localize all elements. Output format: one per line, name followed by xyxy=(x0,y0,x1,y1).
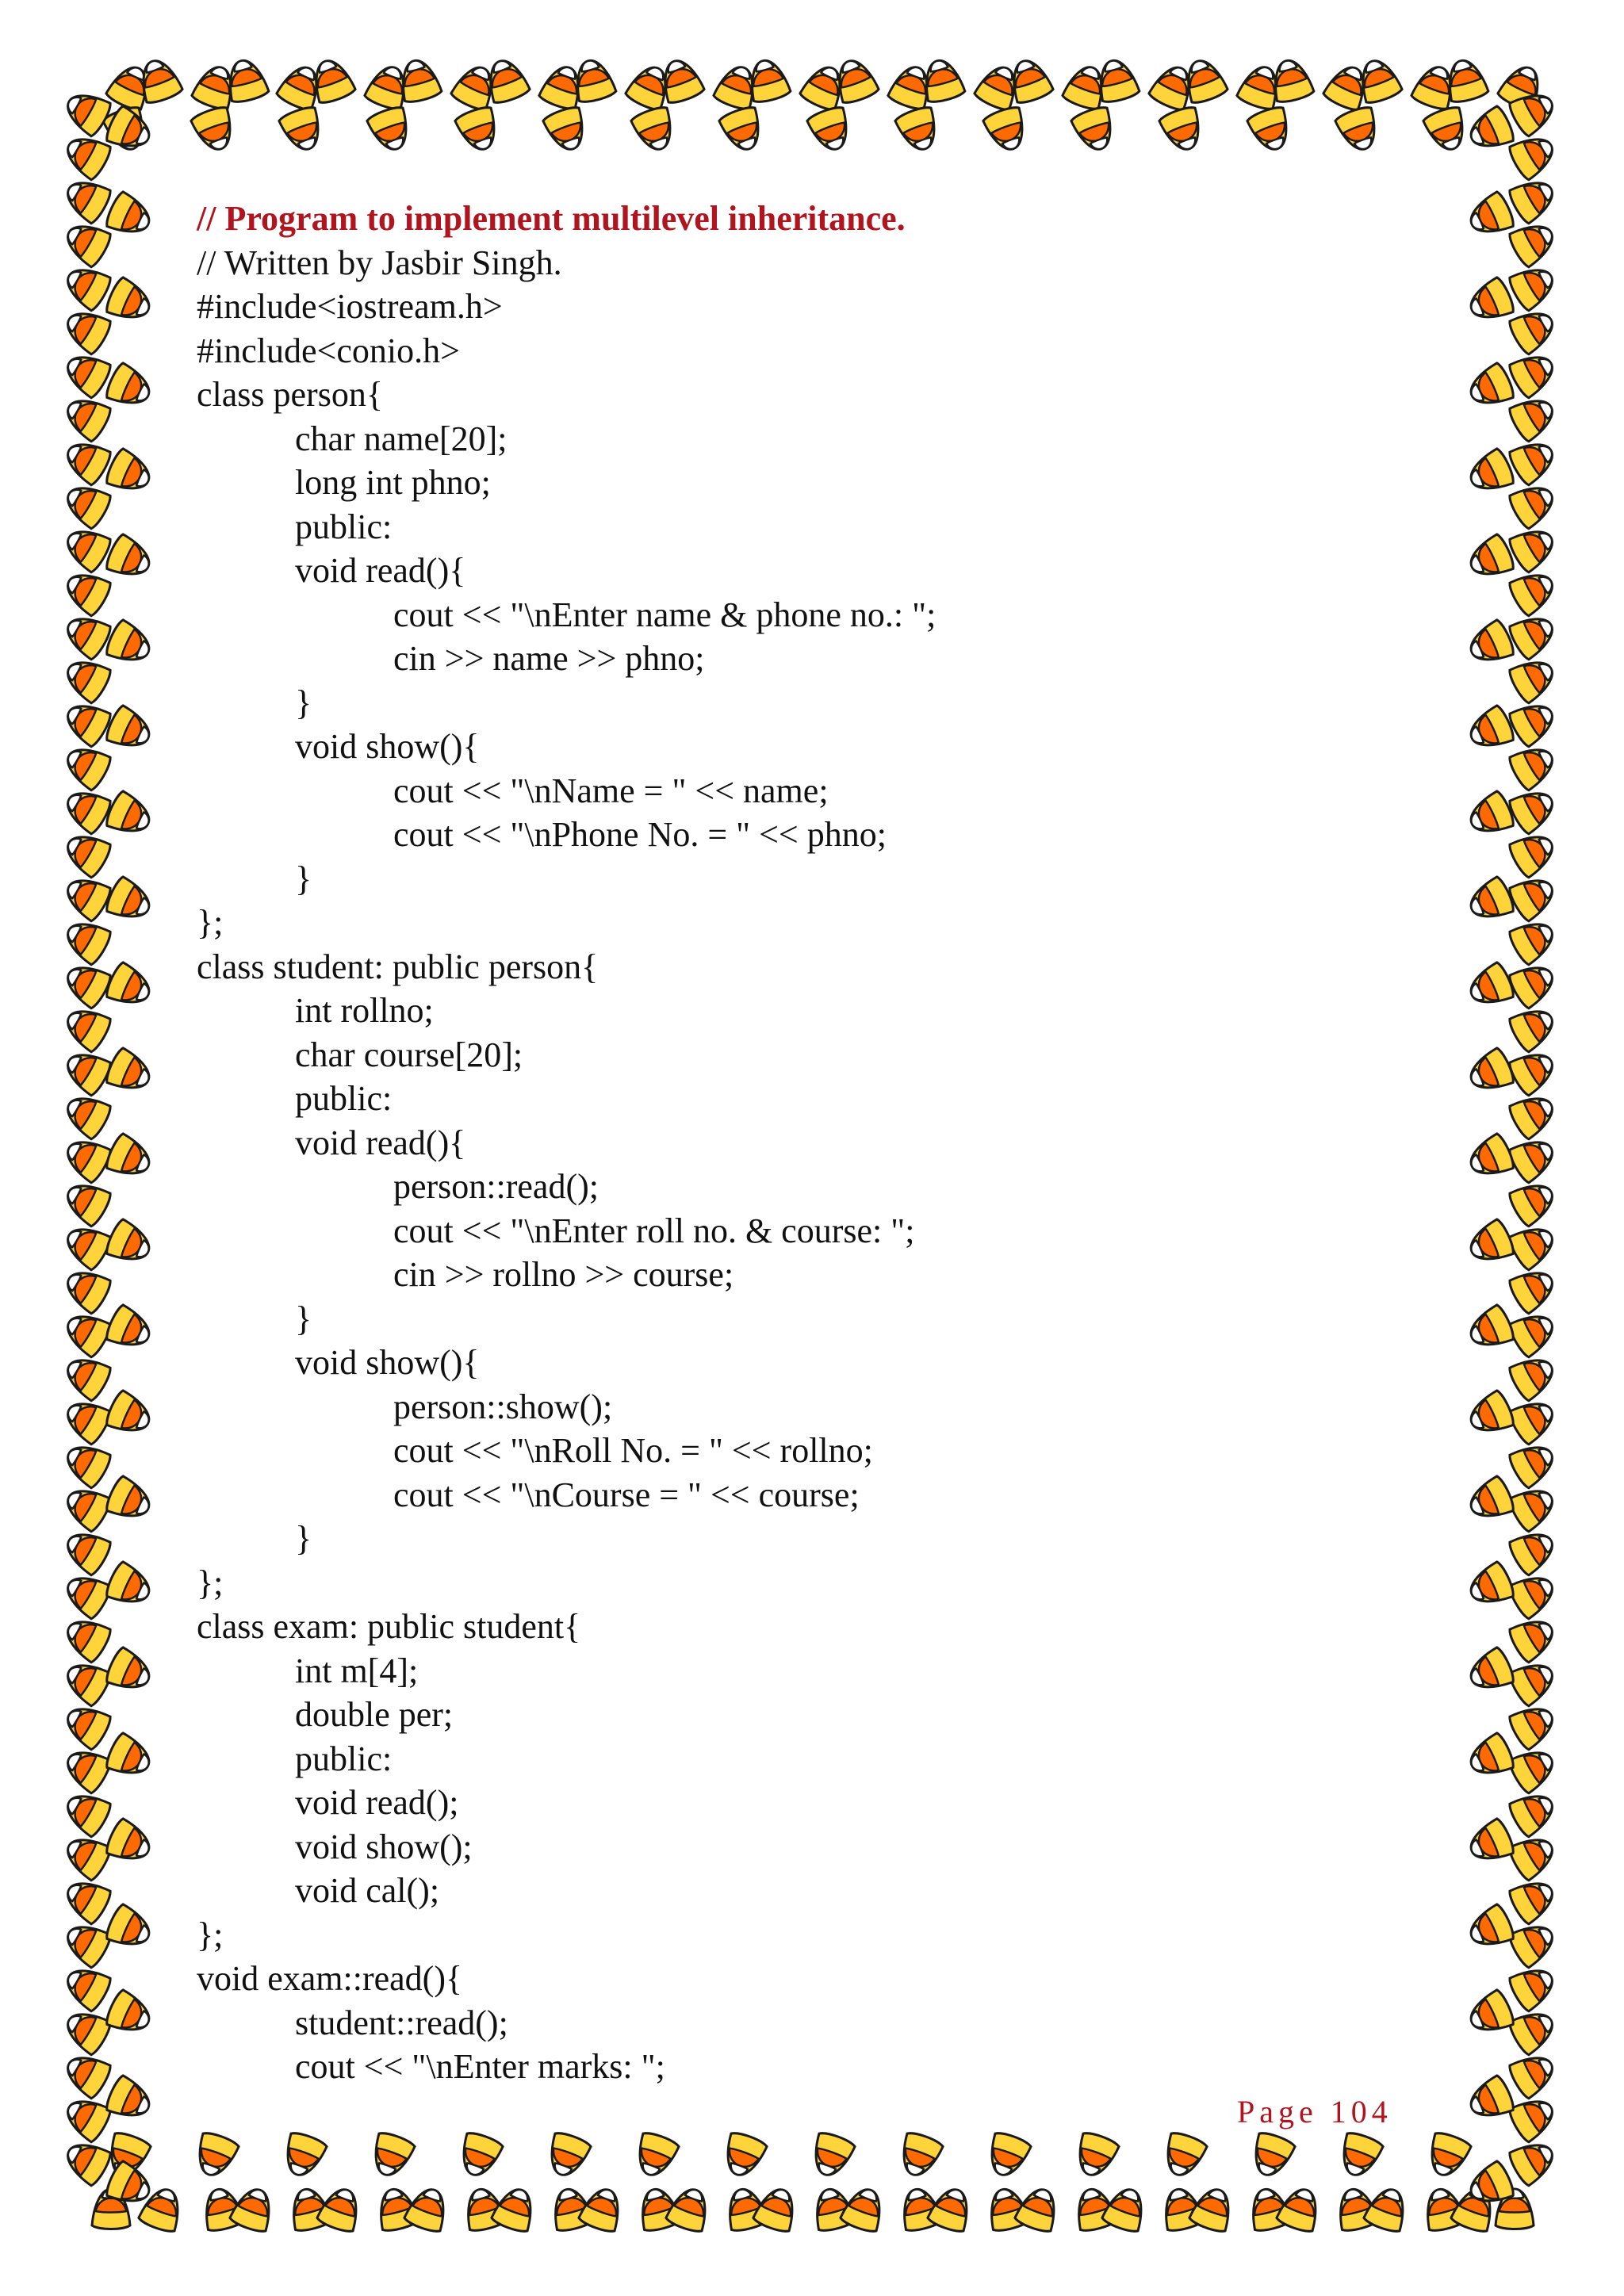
candy-corn-icon xyxy=(1464,447,1516,499)
candy-corn-icon xyxy=(59,1960,113,2013)
code-line: class student: public person{ xyxy=(197,947,599,986)
candy-corn-icon xyxy=(1464,1047,1516,1098)
candy-corn-icon xyxy=(1464,875,1516,927)
candy-corn-icon xyxy=(59,2047,113,2100)
candy-corn-icon xyxy=(1464,1475,1516,1526)
candy-corn-icon xyxy=(104,276,156,327)
candy-corn-icon xyxy=(1335,2130,1384,2181)
code-line: cout << "\nName = " << name; xyxy=(393,771,829,810)
code-line: #include<iostream.h> xyxy=(197,287,503,326)
candy-corn-icon xyxy=(1507,1785,1561,1839)
code-line: cout << "\nPhone No. = " << phno; xyxy=(393,815,887,854)
candy-corn-icon xyxy=(1507,1480,1561,1533)
candy-corn-icon xyxy=(59,477,113,530)
candy-corn-icon xyxy=(104,1903,156,1954)
code-line: void read(); xyxy=(295,1783,459,1822)
code-line: } xyxy=(295,859,312,898)
candy-corn-icon xyxy=(1464,362,1516,413)
code-line: } xyxy=(295,683,312,722)
candy-corn-icon xyxy=(59,1480,113,1533)
candy-corn-icon xyxy=(1507,1001,1561,1054)
candy-corn-icon xyxy=(366,105,415,155)
code-line: void exam::read(){ xyxy=(197,1959,463,1998)
candy-corn-icon xyxy=(806,105,855,155)
candy-corn-icon xyxy=(1507,1044,1561,1097)
candy-corn-icon xyxy=(454,105,503,155)
candy-corn-icon xyxy=(542,105,591,155)
candy-corn-icon xyxy=(59,1524,113,1577)
candy-corn-icon xyxy=(59,346,113,400)
code-line: } xyxy=(295,1519,312,1558)
candy-corn-icon xyxy=(1507,2003,1561,2057)
candy-corn-icon xyxy=(1464,961,1516,1012)
code-line: }; xyxy=(197,903,224,942)
candy-corn-icon xyxy=(59,1175,113,1228)
code-line: } xyxy=(295,1299,312,1338)
candy-corn-icon xyxy=(1464,2074,1516,2126)
candy-corn-icon xyxy=(1464,1732,1516,1783)
candy-corn-icon xyxy=(1507,1262,1561,1315)
candy-corn-icon xyxy=(104,1218,156,1269)
candy-corn-icon xyxy=(1464,1389,1516,1441)
candy-corn-icon xyxy=(1334,105,1383,155)
candy-corn-icon xyxy=(1464,190,1516,242)
candy-corn-icon xyxy=(59,652,113,705)
candy-corn-icon xyxy=(1507,608,1561,661)
candy-corn-icon xyxy=(59,521,113,574)
candy-corn-icon xyxy=(1464,1903,1516,1954)
candy-corn-icon xyxy=(1507,1219,1561,1272)
candy-corn-icon xyxy=(1507,1567,1561,1621)
code-listing xyxy=(197,197,1465,2089)
candy-corn-icon xyxy=(454,2130,504,2181)
candy-corn-icon xyxy=(59,957,113,1010)
candy-corn-icon xyxy=(59,1393,113,1446)
candy-corn-icon xyxy=(1158,105,1207,155)
candy-corn-icon xyxy=(104,875,156,927)
candy-corn-icon xyxy=(59,303,113,356)
candy-corn-icon xyxy=(104,1560,156,1612)
candy-corn-icon xyxy=(104,447,156,499)
code-line: void show(){ xyxy=(295,727,480,766)
code-line: void show(); xyxy=(295,1827,473,1866)
candy-corn-icon xyxy=(718,2130,768,2181)
candy-corn-icon xyxy=(1464,1988,1516,2040)
candy-corn-icon xyxy=(1507,477,1561,530)
candy-corn-icon xyxy=(1464,704,1516,756)
candy-corn-icon xyxy=(1507,1916,1561,1969)
candy-corn-icon xyxy=(59,1873,113,1926)
candy-corn-icon xyxy=(1464,618,1516,670)
candy-corn-icon xyxy=(982,105,1031,155)
candy-corn-icon xyxy=(59,564,113,618)
candy-corn-icon xyxy=(59,2003,113,2057)
candy-corn-icon xyxy=(59,739,113,792)
candy-corn-icon xyxy=(104,1475,156,1526)
code-line: }; xyxy=(197,1915,224,1954)
candy-corn-icon xyxy=(1464,1560,1516,1612)
candy-corn-icon xyxy=(59,2091,113,2144)
candy-corn-icon xyxy=(59,1829,113,1882)
candy-corn-icon xyxy=(59,1219,113,1272)
code-line: public: xyxy=(295,1739,393,1778)
candy-corn-icon xyxy=(1507,652,1561,705)
candy-corn-icon xyxy=(1507,346,1561,400)
candy-corn-icon xyxy=(718,105,767,155)
candy-corn-icon xyxy=(59,1131,113,1184)
candy-corn-icon xyxy=(1507,1088,1561,1141)
candy-corn-icon xyxy=(59,695,113,748)
candy-corn-icon xyxy=(630,2130,680,2181)
candy-corn-icon xyxy=(59,1916,113,1969)
code-line: cout << "\nEnter roll no. & course: "; xyxy=(393,1211,915,1250)
candy-corn-icon xyxy=(1422,105,1471,155)
candy-corn-icon xyxy=(1423,2130,1472,2181)
candy-corn-icon xyxy=(1507,1611,1561,1664)
candy-corn-icon xyxy=(1507,1960,1561,2013)
candy-corn-icon xyxy=(1247,2130,1296,2181)
candy-corn-icon xyxy=(104,618,156,670)
candy-corn-icon xyxy=(982,2130,1032,2181)
candy-corn-icon xyxy=(104,1646,156,1697)
candy-corn-icon xyxy=(278,2130,327,2181)
candy-corn-icon xyxy=(104,1132,156,1184)
code-line: cin >> rollno >> course; xyxy=(393,1255,734,1294)
candy-corn-icon xyxy=(1507,1437,1561,1490)
candy-corn-icon xyxy=(1507,957,1561,1010)
candy-corn-icon xyxy=(190,105,239,155)
candy-corn-icon xyxy=(59,216,113,269)
candy-corn-icon xyxy=(1464,276,1516,327)
candy-corn-icon xyxy=(59,434,113,487)
candy-corn-icon xyxy=(1507,1873,1561,1926)
candy-corn-icon xyxy=(59,1306,113,1359)
candy-corn-icon xyxy=(1464,1646,1516,1697)
candy-corn-icon xyxy=(1507,172,1561,225)
candy-corn-icon xyxy=(59,1044,113,1097)
candy-corn-icon xyxy=(1507,1175,1561,1228)
candy-corn-icon xyxy=(1464,533,1516,584)
candy-corn-icon xyxy=(59,1655,113,1708)
code-line: cout << "\nCourse = " << course; xyxy=(393,1475,860,1514)
candy-corn-icon xyxy=(59,390,113,443)
candy-corn-icon xyxy=(1464,1218,1516,1269)
candy-corn-icon xyxy=(59,1611,113,1664)
candy-corn-icon xyxy=(104,362,156,413)
candy-corn-icon xyxy=(366,2130,416,2181)
candy-corn-icon xyxy=(59,2134,113,2187)
candy-corn-icon xyxy=(59,1349,113,1402)
code-line: public: xyxy=(295,1079,393,1118)
candy-corn-icon xyxy=(1507,303,1561,356)
candy-corn-icon xyxy=(1507,783,1561,836)
candy-corn-icon xyxy=(59,1742,113,1795)
code-line: int rollno; xyxy=(295,991,434,1030)
candy-corn-icon xyxy=(630,105,679,155)
candy-corn-icon xyxy=(1507,2134,1561,2187)
candy-corn-icon xyxy=(104,1732,156,1783)
candy-corn-icon xyxy=(59,1698,113,1751)
candy-corn-icon xyxy=(1464,1817,1516,1869)
code-line: #include<conio.h> xyxy=(197,331,460,370)
code-line: class person{ xyxy=(197,375,383,414)
code-line: cout << "\nRoll No. = " << rollno; xyxy=(393,1431,873,1470)
candy-corn-icon xyxy=(1507,913,1561,966)
candy-corn-icon xyxy=(1507,1742,1561,1795)
candy-corn-icon xyxy=(1464,105,1516,156)
candy-corn-icon xyxy=(59,1567,113,1621)
candy-corn-icon xyxy=(1507,1655,1561,1708)
candy-corn-icon xyxy=(59,128,113,182)
candy-corn-icon xyxy=(104,961,156,1012)
candy-corn-icon xyxy=(1507,695,1561,748)
candy-corn-icon xyxy=(1507,826,1561,879)
candy-corn-icon xyxy=(1246,105,1295,155)
document-title: // Program to implement multilevel inheritance. xyxy=(197,199,906,238)
candy-corn-icon xyxy=(59,783,113,836)
candy-corn-icon xyxy=(1507,2091,1561,2144)
candy-corn-icon xyxy=(1070,105,1119,155)
candy-corn-icon xyxy=(104,1988,156,2040)
candy-corn-icon xyxy=(190,2130,239,2181)
code-line: long int phno; xyxy=(295,463,491,502)
code-line: double per; xyxy=(295,1695,454,1734)
candy-corn-icon xyxy=(59,826,113,879)
candy-corn-icon xyxy=(1507,521,1561,574)
candy-corn-icon xyxy=(104,533,156,584)
candy-corn-icon xyxy=(1507,1524,1561,1577)
code-line: cin >> name >> phno; xyxy=(393,639,705,678)
candy-corn-icon xyxy=(1507,128,1561,182)
candy-corn-icon xyxy=(1507,390,1561,443)
candy-corn-icon xyxy=(1159,2130,1208,2181)
code-line: void read(){ xyxy=(295,551,466,590)
candy-corn-icon xyxy=(1507,259,1561,312)
candy-corn-icon xyxy=(59,172,113,225)
candy-corn-icon xyxy=(59,259,113,312)
candy-corn-icon xyxy=(806,2130,856,2181)
candy-corn-icon xyxy=(59,1262,113,1315)
candy-corn-icon xyxy=(59,1437,113,1490)
candy-corn-icon xyxy=(59,913,113,966)
candy-corn-icon xyxy=(1071,2130,1120,2181)
candy-corn-icon xyxy=(278,105,327,155)
page-number: Page 104 xyxy=(1237,2094,1392,2130)
code-line: void cal(); xyxy=(295,1871,440,1910)
candy-corn-icon xyxy=(1507,1306,1561,1359)
candy-corn-icon xyxy=(1507,1829,1561,1882)
candy-corn-icon xyxy=(1507,2047,1561,2100)
code-line: student::read(); xyxy=(295,2003,508,2042)
candy-corn-icon xyxy=(1507,1349,1561,1402)
candy-corn-icon xyxy=(104,190,156,242)
code-line: char course[20]; xyxy=(295,1035,523,1074)
candy-corn-icon xyxy=(59,1088,113,1141)
candy-corn-icon xyxy=(59,1001,113,1054)
candy-corn-icon xyxy=(104,1817,156,1869)
candy-corn-icon xyxy=(104,1047,156,1098)
candy-corn-icon xyxy=(1507,216,1561,269)
code-line: char name[20]; xyxy=(295,419,508,458)
candy-corn-icon xyxy=(1507,1131,1561,1184)
candy-corn-icon xyxy=(542,2130,592,2181)
candy-corn-icon xyxy=(1464,1303,1516,1355)
code-line: void show(){ xyxy=(295,1343,480,1382)
code-line: person::show(); xyxy=(393,1387,613,1426)
candy-corn-icon xyxy=(104,704,156,756)
candy-corn-icon xyxy=(104,790,156,841)
code-line: cout << "\nEnter marks: "; xyxy=(295,2047,665,2086)
candy-corn-icon xyxy=(104,1389,156,1441)
code-line: int m[4]; xyxy=(295,1651,419,1690)
code-line: void read(){ xyxy=(295,1123,466,1162)
code-body xyxy=(197,241,1465,2089)
candy-corn-icon xyxy=(1507,564,1561,618)
candy-corn-icon xyxy=(894,105,943,155)
code-line: cout << "\nEnter name & phone no.: "; xyxy=(393,595,936,634)
candy-corn-icon xyxy=(59,870,113,923)
candy-corn-icon xyxy=(1507,434,1561,487)
candy-corn-icon xyxy=(1507,739,1561,792)
candy-corn-icon xyxy=(1507,1698,1561,1751)
candy-corn-icon xyxy=(1464,1132,1516,1184)
candy-corn-icon xyxy=(1507,1393,1561,1446)
code-line: public: xyxy=(295,507,393,546)
code-line: }; xyxy=(197,1563,224,1602)
candy-corn-icon xyxy=(104,2074,156,2126)
candy-corn-icon xyxy=(59,608,113,661)
candy-corn-icon xyxy=(59,1785,113,1839)
code-line: class exam: public student{ xyxy=(197,1607,581,1646)
candy-corn-icon xyxy=(894,2130,944,2181)
candy-corn-icon xyxy=(104,1303,156,1355)
candy-corn-icon xyxy=(1464,790,1516,841)
candy-corn-icon xyxy=(1507,870,1561,923)
code-line: // Written by Jasbir Singh. xyxy=(197,243,562,282)
code-line: person::read(); xyxy=(393,1167,599,1206)
